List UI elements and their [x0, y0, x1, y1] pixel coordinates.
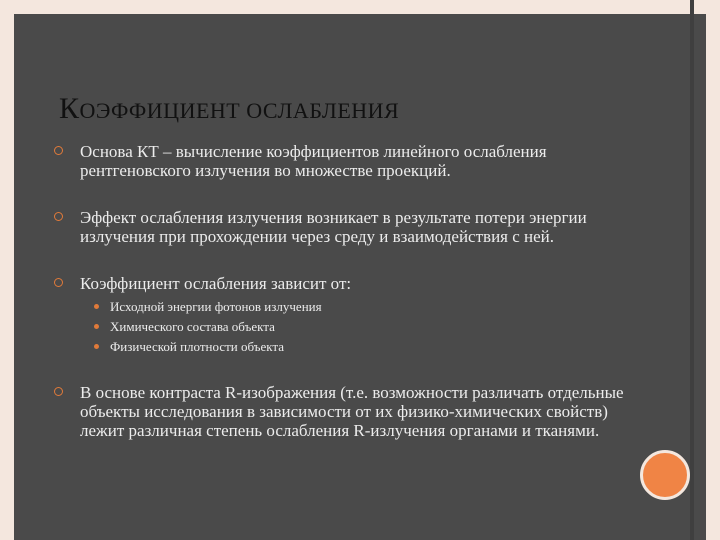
slide [14, 14, 706, 540]
ring-bullet-icon [54, 387, 63, 396]
dot-bullet-icon [94, 304, 99, 309]
sub-bullet-text: Исходной энергии фотонов излучения [110, 299, 322, 314]
ring-bullet-icon [54, 278, 63, 287]
bullet-item [54, 383, 634, 440]
frame-divider [690, 0, 694, 540]
sub-bullet-list [80, 297, 634, 357]
frame-stripe [706, 0, 720, 540]
sub-bullet-item [80, 337, 634, 357]
bullet-list [54, 142, 634, 440]
bullet-text: Основа КТ – вычисление коэффициентов линейного ослабления рентгеновского излучения во множестве проекций. [80, 142, 547, 180]
sub-bullet-item [80, 317, 634, 337]
bullet-text: Коэффициент ослабления зависит от: [80, 274, 352, 293]
ring-bullet-icon [54, 146, 63, 155]
decorative-circle [640, 450, 690, 500]
slide-title-rest: ОЭФФИЦИЕНТ ОСЛАБЛЕНИЯ [79, 98, 400, 123]
slide-title-cap: К [59, 92, 80, 125]
dot-bullet-icon [94, 344, 99, 349]
bullet-item [54, 274, 634, 357]
dot-bullet-icon [94, 324, 99, 329]
slide-title [59, 92, 399, 126]
sub-bullet-text: Физической плотности объекта [110, 339, 285, 354]
ring-bullet-icon [54, 212, 63, 221]
bullet-text: В основе контраста R-изображения (т.е. возможности различать отдельные объекты исследования в зависимости от их физико-химических свойств) лежит различная степень ослабления R-излучения органами и тканями. [80, 383, 624, 440]
bullet-item [54, 142, 634, 180]
sub-bullet-item [80, 297, 634, 317]
bullet-item [54, 208, 634, 246]
bullet-text: Эффект ослабления излучения возникает в результате потери энергии излучения при прохождении через среду и взаимодействия с ней. [80, 208, 587, 246]
sub-bullet-text: Химического состава объекта [110, 319, 275, 334]
